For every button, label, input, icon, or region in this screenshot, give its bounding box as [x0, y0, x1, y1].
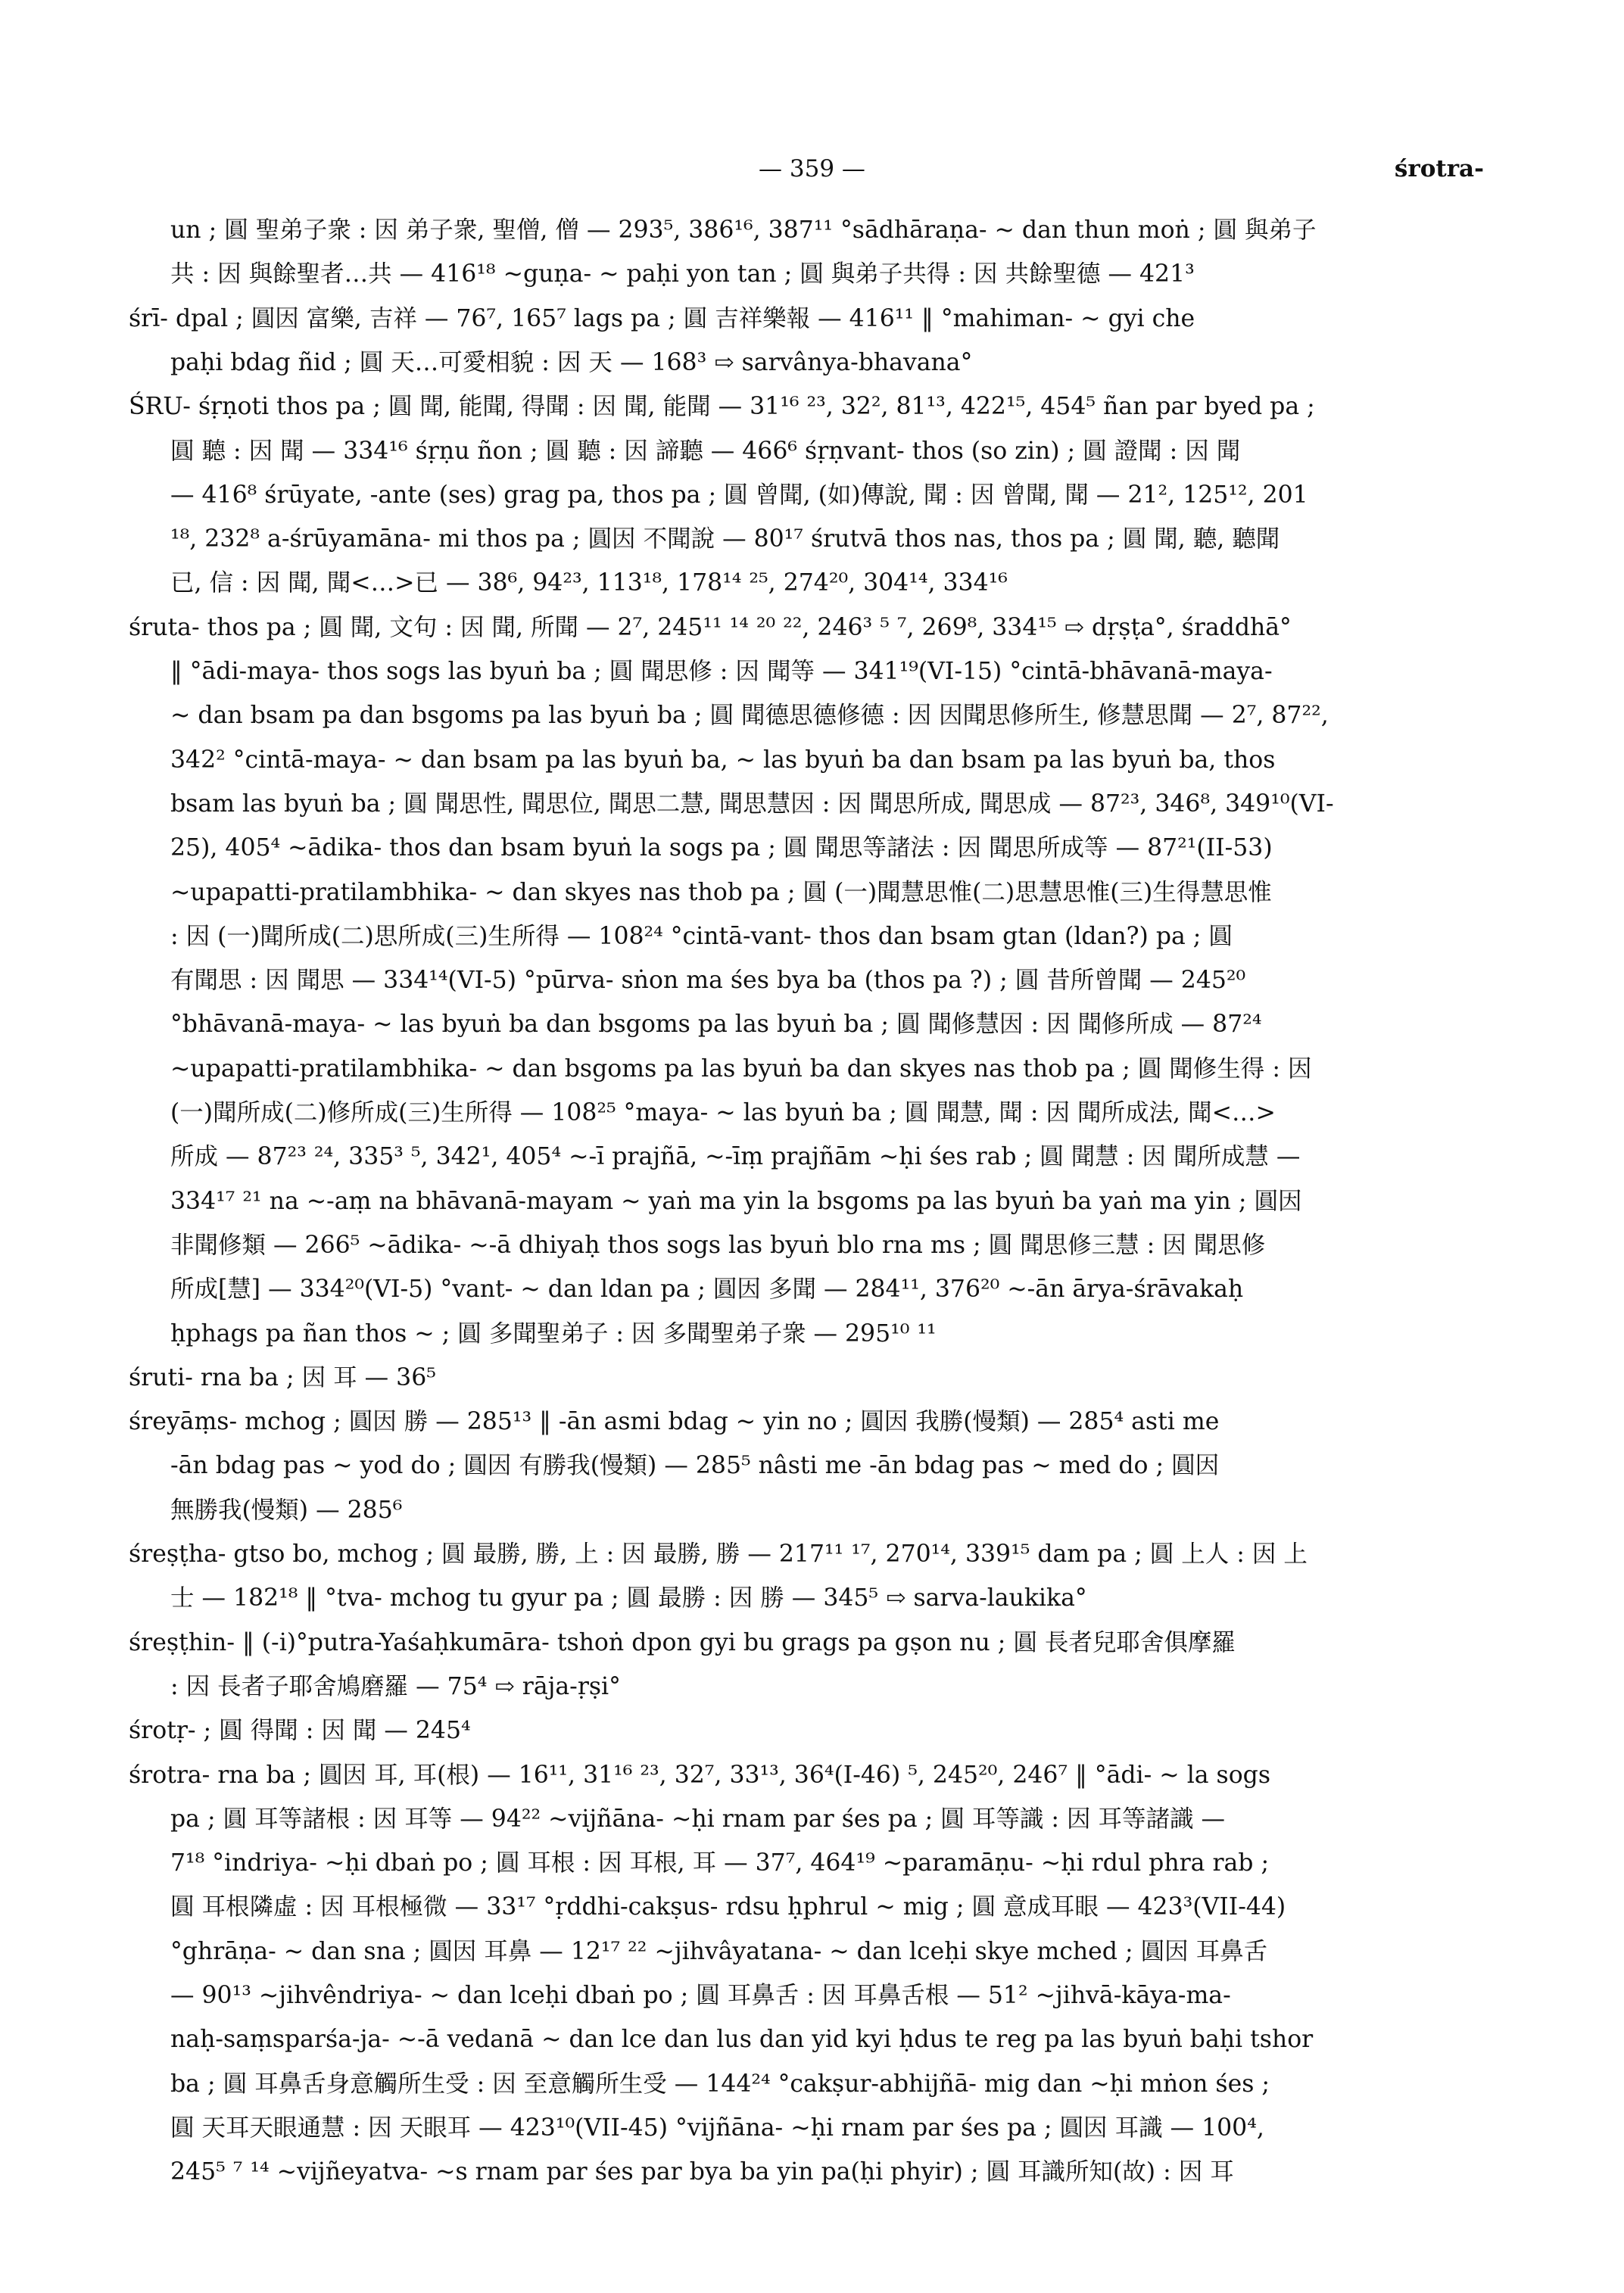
entry-line: ŚRU- śṛṇoti thos pa ; 圓 聞, 能聞, 得聞 : 因 聞, 能聞 — 31¹⁶ ²³, 32², 81¹³, 422¹⁵, 454⁵ ñan par byed pa ;: [129, 393, 1315, 421]
entry-line: 所成[慧] — 334²⁰(VI-5) °vant- ~ dan ldan pa ; 圓因 多聞 — 284¹¹, 376²⁰ ~-ān ārya-śrāvakaḥ: [170, 1276, 1244, 1304]
entry-line: — 416⁸ śrūyate, -ante (ses) grag pa, thos pa ; 圓 曾聞, (如)傳說, 聞 : 因 曾聞, 聞 — 21², 125¹², 201: [170, 481, 1308, 509]
running-head: śrotra-: [1394, 155, 1484, 182]
entry-line: śrī- dpal ; 圓因 富樂, 吉祥 — 76⁷, 165⁷ lags pa ; 圓 吉祥樂報 — 416¹¹ ‖ °mahiman- ~ gyi che: [129, 304, 1195, 332]
entry-line: ‖ °ādi-maya- thos sogs las byuṅ ba ; 圓 聞思修 : 因 聞等 — 341¹⁹(VI-15) °cintā-bhāvanā-maya-: [170, 658, 1273, 685]
entry-line: 圓 聽 : 因 聞 — 334¹⁶ śṛṇu ñon ; 圓 聽 : 因 諦聽 — 466⁶ śṛṇvant- thos (so zin) ; 圓 證聞 : 因 聞: [170, 437, 1241, 465]
entry-line: °ghrāṇa- ~ dan sna ; 圓因 耳鼻 — 12¹⁷ ²² ~jihvâyatana- ~ dan lceḥi skye mched ; 圓因 耳鼻舌: [170, 1937, 1268, 1965]
entry-line: 7¹⁸ °indriya- ~ḥi dbaṅ po ; 圓 耳根 : 因 耳根, 耳 — 37⁷, 464¹⁹ ~paramāṇu- ~ḥi rdul phra rab ;: [170, 1849, 1270, 1877]
entry-line: śruti- rna ba ; 因 耳 — 36⁵: [129, 1363, 436, 1391]
entry-line: śrotra- rna ba ; 圓因 耳, 耳(根) — 16¹¹, 31¹⁶ ²³, 32⁷, 33¹³, 36⁴(I-46) ⁵, 245²⁰, 246⁷ ‖ °ādi- ~ la sogs: [129, 1761, 1271, 1789]
entry-line: 已, 信 : 因 聞, 聞<…>已 — 38⁶, 94²³, 113¹⁸, 178¹⁴ ²⁵, 274²⁰, 304¹⁴, 334¹⁶: [170, 569, 1008, 597]
entry-line: 共 : 因 與餘聖者…共 — 416¹⁸ ~guṇa- ~ paḥi yon tan ; 圓 與弟子共得 : 因 共餘聖德 — 421³: [170, 260, 1195, 288]
entry-line: 有聞思 : 因 聞思 — 334¹⁴(VI-5) °pūrva- sṅon ma śes bya ba (thos pa ?) ; 圓 昔所曾聞 — 245²⁰: [170, 967, 1246, 995]
entry-line: 所成 — 87²³ ²⁴, 335³ ⁵, 342¹, 405⁴ ~-ī prajñā, ~-īṃ prajñām ~ḥi śes rab ; 圓 聞慧 : 因 聞所成慧 —: [170, 1143, 1301, 1171]
entry-line: 245⁵ ⁷ ¹⁴ ~vijñeyatva- ~s rnam par śes par bya ba yin pa(ḥi phyir) ; 圓 耳識所知(故) : 因 耳: [170, 2158, 1234, 2186]
entry-line: ba ; 圓 耳鼻舌身意觸所生受 : 因 至意觸所生受 — 144²⁴ °cakṣur-abhijñā- mig dan ~ḥi mṅon śes ;: [170, 2070, 1270, 2098]
page-header: [0, 155, 1624, 193]
entry-line: 圓 天耳天眼通慧 : 因 天眼耳 — 423¹⁰(VII-45) °vijñāna- ~ḥi rnam par śes pa ; 圓因 耳識 — 100⁴,: [170, 2114, 1264, 2142]
entry-line: pa ; 圓 耳等諸根 : 因 耳等 — 94²² ~vijñāna- ~ḥi rnam par śes pa ; 圓 耳等識 : 因 耳等諸識 —: [170, 1805, 1225, 1833]
entry-line: 圓 耳根隣虛 : 因 耳根極微 — 33¹⁷ °ṛddhi-cakṣus- rdsu ḥphrul ~ mig ; 圓 意成耳眼 — 423³(VII-44): [170, 1893, 1286, 1921]
entry-line: 士 — 182¹⁸ ‖ °tva- mchog tu gyur pa ; 圓 最勝 : 因 勝 — 345⁵ ⇨ sarva-laukika°: [170, 1584, 1087, 1612]
entry-line: — 90¹³ ~jihvêndriya- ~ dan lceḥi dbaṅ po ; 圓 耳鼻舌 : 因 耳鼻舌根 — 51² ~jihvā-kāya-ma-: [170, 1982, 1231, 2009]
entry-line: ~ dan bsam pa dan bsgoms pa las byuṅ ba ; 圓 聞德思德修德 : 因 因聞思修所生, 修慧思聞 — 2⁷, 87²²,: [170, 702, 1329, 730]
entry-line: un ; 圓 聖弟子衆 : 因 弟子衆, 聖僧, 僧 — 293⁵, 386¹⁶, 387¹¹ °sādhāraṇa- ~ dan thun moṅ ; 圓 與弟子: [170, 217, 1317, 244]
entry-line: śreyāṃs- mchog ; 圓因 勝 — 285¹³ ‖ -ān asmi bdag ~ yin no ; 圓因 我勝(慢類) — 285⁴ asti me: [129, 1408, 1220, 1436]
entry-line: naḥ-saṃsparśa-ja- ~-ā vedanā ~ dan lce dan lus dan yid kyi ḥdus te reg pa las byuṅ baḥi tshor: [170, 2026, 1314, 2054]
entry-line: 334¹⁷ ²¹ na ~-aṃ na bhāvanā-mayam ~ yaṅ ma yin la bsgoms pa las byuṅ ba yaṅ ma yin ; 圓因: [170, 1187, 1302, 1215]
entry-line: : 因 長者子耶舍鳩磨羅 — 75⁴ ⇨ rāja-ṛṣi°: [170, 1672, 621, 1700]
entry-line: ~upapatti-pratilambhika- ~ dan bsgoms pa las byuṅ ba dan skyes nas thob pa ; 圓 聞修生得 : 因: [170, 1055, 1312, 1083]
entry-line: ḥphags pa ñan thos ~ ; 圓 多聞聖弟子 : 因 多聞聖弟子衆 — 295¹⁰ ¹¹: [170, 1319, 937, 1347]
entry-line: 25), 405⁴ ~ādika- thos dan bsam byuṅ la sogs pa ; 圓 聞思等諸法 : 因 聞思所成等 — 87²¹(II-53): [170, 834, 1273, 862]
entry-line: śreṣṭhin- ‖ (-i)°putra-Yaśaḥkumāra- tshoṅ dpon gyi bu grags pa gṣon nu ; 圓 長者兒耶舍俱摩羅: [129, 1628, 1236, 1656]
entry-line: 342² °cintā-maya- ~ dan bsam pa las byuṅ ba, ~ las byuṅ ba dan bsam pa las byuṅ ba, thos: [170, 746, 1276, 774]
entry-line: 非聞修類 — 266⁵ ~ādika- ~-ā dhiyaḥ thos sogs las byuṅ blo rna ms ; 圓 聞思修三慧 : 因 聞思修: [170, 1231, 1266, 1259]
entry-line: 無勝我(慢類) — 285⁶: [170, 1496, 403, 1524]
entry-line: (一)聞所成(二)修所成(三)生所得 — 108²⁵ °maya- ~ las byuṅ ba ; 圓 聞慧, 聞 : 因 聞所成法, 聞<…>: [170, 1099, 1276, 1126]
entry-line: śruta- thos pa ; 圓 聞, 文句 : 因 聞, 所聞 — 2⁷, 245¹¹ ¹⁴ ²⁰ ²², 246³ ⁵ ⁷, 269⁸, 334¹⁵ ⇨ dṛṣṭa°, śraddhā°: [129, 613, 1292, 641]
page-number: — 359 —: [759, 155, 865, 182]
entry-line: -ān bdag pas ~ yod do ; 圓因 有勝我(慢類) — 285⁵ nâsti me -ān bdag pas ~ med do ; 圓因: [170, 1452, 1220, 1480]
entry-line: ¹⁸, 232⁸ a-śrūyamāna- mi thos pa ; 圓因 不聞說 — 80¹⁷ śrutvā thos nas, thos pa ; 圓 聞, 聽, 聽聞: [170, 525, 1280, 553]
entry-line: śrotṛ- ; 圓 得聞 : 因 聞 — 245⁴: [129, 1717, 471, 1745]
entry-line: °bhāvanā-maya- ~ las byuṅ ba dan bsgoms pa las byuṅ ba ; 圓 聞修慧因 : 因 聞修所成 — 87²⁴: [170, 1011, 1262, 1039]
entry-line: śreṣṭha- gtso bo, mchog ; 圓 最勝, 勝, 上 : 因 最勝, 勝 — 217¹¹ ¹⁷, 270¹⁴, 339¹⁵ dam pa ; 圓 上人 : 因 上: [129, 1541, 1308, 1568]
entry-line: : 因 (一)聞所成(二)思所成(三)生所得 — 108²⁴ °cintā-vant- thos dan bsam gtan (ldan?) pa ; 圓: [170, 922, 1233, 950]
entry-line: paḥi bdag ñid ; 圓 天…可愛相貌 : 因 天 — 168³ ⇨ sarvânya-bhavana°: [170, 348, 973, 376]
entry-line: bsam las byuṅ ba ; 圓 聞思性, 聞思位, 聞思二慧, 聞思慧因 : 因 聞思所成, 聞思成 — 87²³, 346⁸, 349¹⁰(VI-: [170, 790, 1334, 818]
entry-line: ~upapatti-pratilambhika- ~ dan skyes nas thob pa ; 圓 (一)聞慧思惟(二)思慧思惟(三)生得慧思惟: [170, 878, 1272, 906]
